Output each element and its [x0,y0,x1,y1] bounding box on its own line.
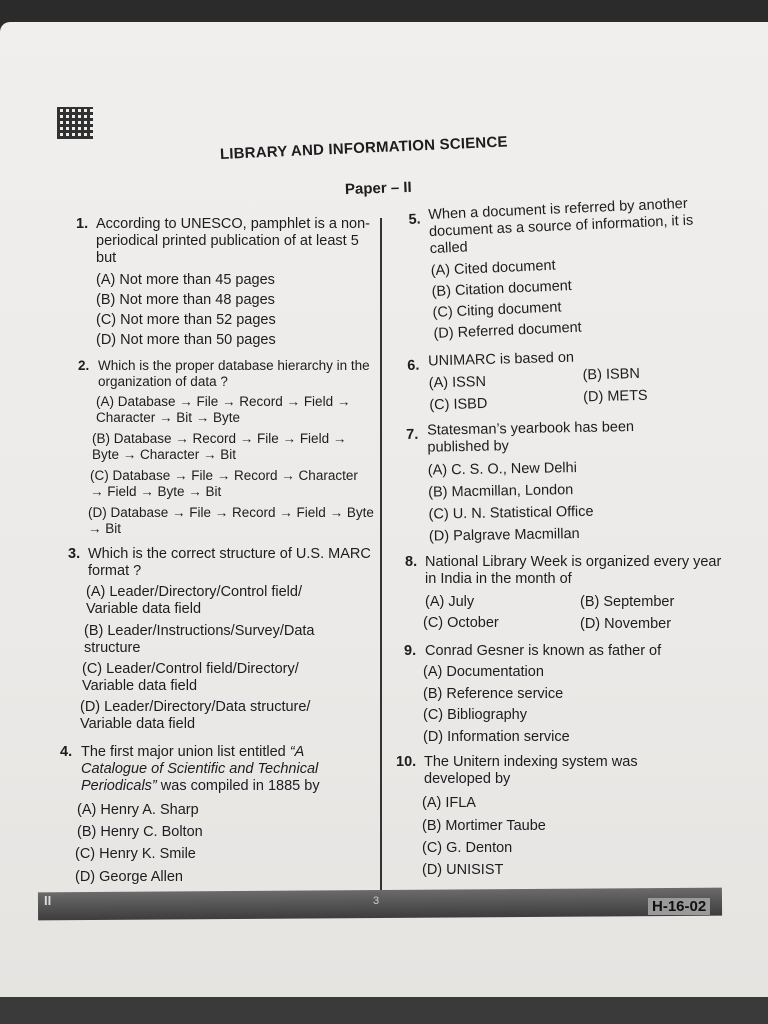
option-c: (C) U. N. Statistical Office [428,503,594,523]
catalogue-title: “A Catalogue of Scientific and Technical Periodicals” [81,744,319,794]
option-d: (D) Palgrave Macmillan [428,525,580,545]
option-c: (C) Citing document [432,299,562,322]
footer-bar [38,888,722,921]
footer-paper-label: II [44,893,52,908]
question-text: Conrad Gesner is known as father of [425,643,662,659]
booklet-code: H-16-02 [648,898,710,915]
question-text [81,744,373,795]
option-c: (C) Leader/Control field/Directory/ Variable data field [82,661,299,694]
question-number: 7. [406,426,419,443]
qr-code-icon [57,107,93,139]
option-b: (B) Leader/Instructions/Survey/Data structure [84,623,315,656]
option-a: (A) Documentation [423,664,544,680]
question-text: Statesman’s yearbook has been published by [426,419,635,456]
option-d: (D) Database → File → Record → Field → Byte → Bit [88,505,374,536]
option-c: (C) ISBD [429,395,488,414]
option-c: (C) Bibliography [423,707,527,723]
question-text: Which is the correct structure of U.S. MARC format ? [88,546,371,579]
question-number: 10. [396,754,417,770]
paper-subtitle: Paper – II [344,178,412,199]
question-number: 5. [408,211,421,228]
option-b: (B) Henry C. Bolton [77,824,203,840]
option-c: (C) Database → File → Record → Character → Field → Byte → Bit [90,468,358,499]
option-a: (A) July [425,594,475,610]
option-b: (B) September [580,594,675,610]
column-divider [380,218,382,890]
option-d: (D) Not more than 50 pages [96,332,276,348]
option-c: (C) October [423,615,499,631]
question-text: The Unitern indexing system was developed by [424,754,638,787]
question-number: 8. [405,554,418,570]
option-a: (A) C. S. O., New Delhi [427,460,578,479]
question-text-end: was compiled in 1885 by [156,778,320,794]
option-c: (C) Not more than 52 pages [96,312,276,328]
question-text: UNIMARC is based on [427,349,575,370]
option-d: (D) November [580,616,672,632]
option-b: (B) Database → Record → File → Field → Byte → Character → Bit [92,431,347,462]
option-d: (D) Referred document [433,319,583,342]
question-number: 4. [60,744,73,760]
question-text: When a document is referred by another document as a source of information, it is called [427,195,694,258]
option-d: (D) George Allen [75,869,183,885]
question-number: 2. [78,358,90,373]
page-title: LIBRARY AND INFORMATION SCIENCE [219,133,508,163]
option-d: (D) UNISIST [422,862,504,878]
option-a: (A) Cited document [430,257,556,280]
option-b: (B) Reference service [423,686,564,702]
option-b: (B) Mortimer Taube [422,818,546,834]
option-a: (A) Henry A. Sharp [77,802,199,818]
question-number: 9. [404,643,417,659]
question-text: According to UNESCO, pamphlet is a non-periodical printed publication of at least 5 but [96,216,371,266]
question-number: 3. [68,546,81,562]
option-d: (D) Leader/Directory/Data structure/ Variable data field [80,699,311,732]
page-shadow [0,997,768,1024]
option-b: (B) ISBN [582,365,641,384]
option-a: (A) IFLA [422,795,476,811]
option-a: (A) Database → File → Record → Field → Character → Bit → Byte [96,394,351,425]
question-number: 6. [407,357,420,374]
question-text: Which is the proper database hierarchy in the organization of data ? [98,358,370,389]
question-text-start: The first major union list entitled [81,744,290,760]
option-c: (C) Henry K. Smile [75,846,196,862]
page-number: 3 [373,895,380,907]
option-a: (A) Not more than 45 pages [96,272,275,288]
question-text: National Library Week is organized every year in India in the month of [425,554,722,587]
option-b: (B) Macmillan, London [428,482,574,501]
option-d: (D) METS [582,387,648,406]
option-d: (D) Information service [423,729,570,745]
option-b: (B) Citation document [431,277,573,301]
question-number: 1. [76,216,89,232]
option-a: (A) Leader/Directory/Control field/ Variable data field [86,584,302,617]
option-c: (C) G. Denton [422,840,513,856]
option-a: (A) ISSN [428,373,487,392]
option-b: (B) Not more than 48 pages [96,292,275,308]
